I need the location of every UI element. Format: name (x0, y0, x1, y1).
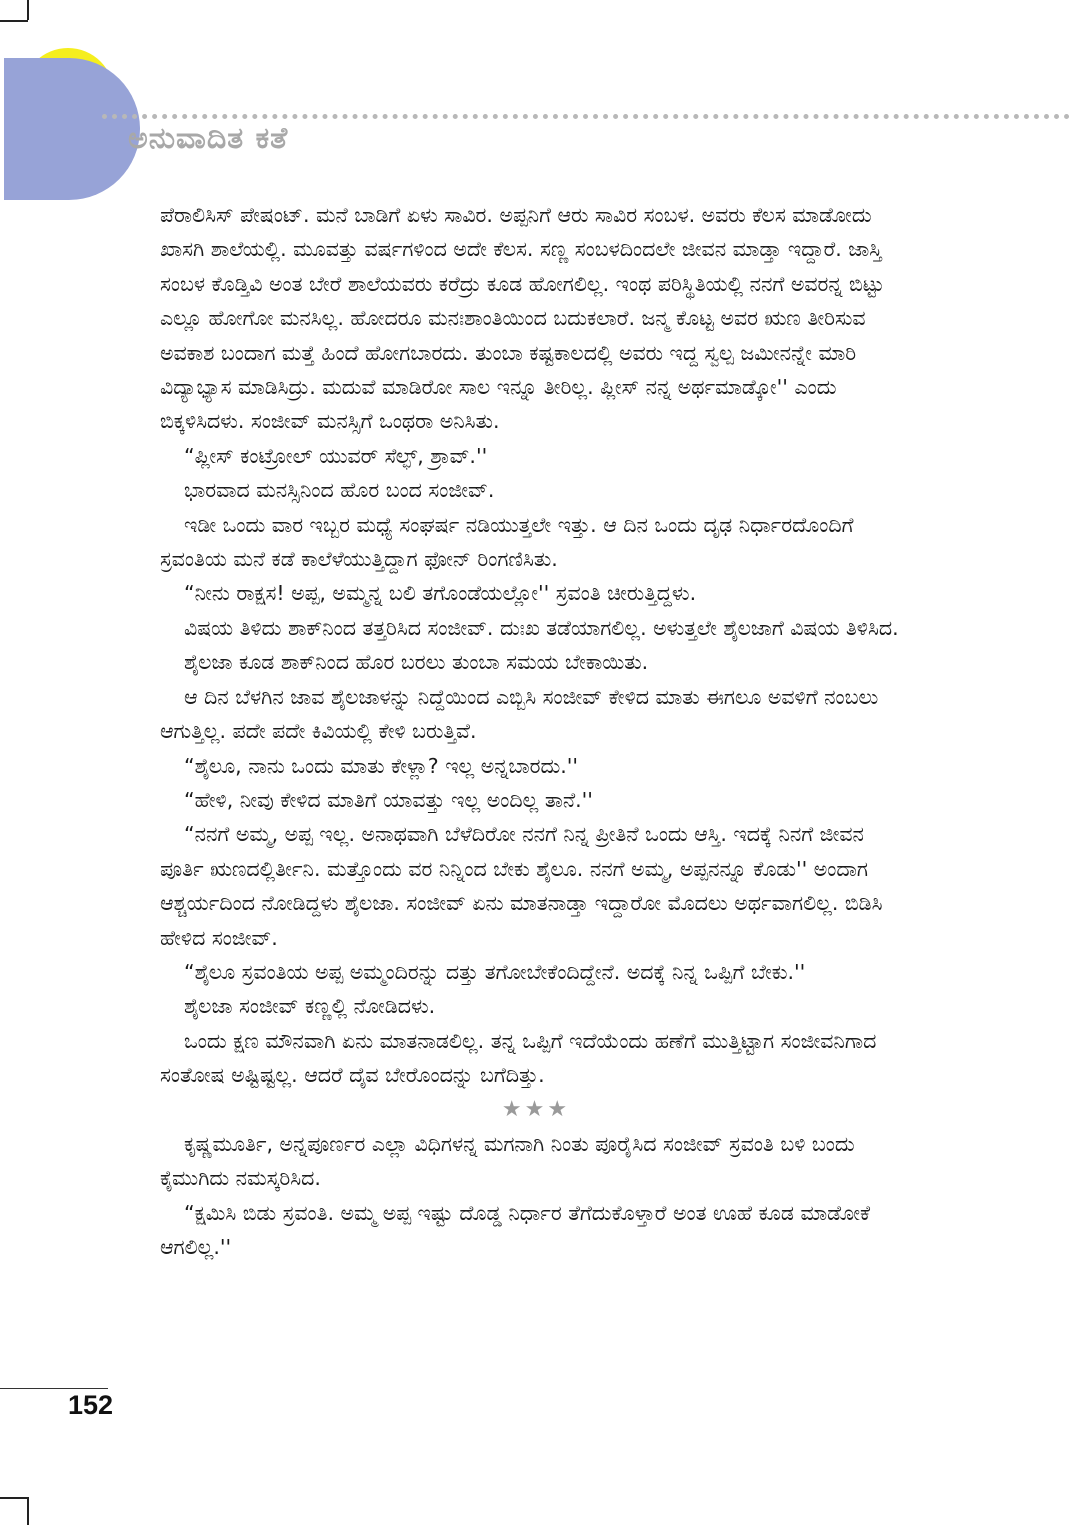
paragraph: “ಹೇಳಿ, ನೀವು ಕೇಳಿದ ಮಾತಿಗೆ ಯಾವತ್ತು ಇಲ್ಲ ಅಂದಿಲ್ಲ ತಾನೆ.'' (184, 787, 593, 812)
crop-mark-bottom-horizontal (0, 1497, 28, 1499)
paragraph: “ಶೈಲೂ, ನಾನು ಒಂದು ಮಾತು ಕೇಳ್ಲಾ? ಇಲ್ಲ ಅನ್ನಬಾರದು.'' (184, 753, 579, 778)
crop-mark-top-vertical (27, 0, 29, 20)
paragraph: ಶೈಲಜಾ ಸಂಜೀವ್ ಕಣ್ಣಲ್ಲಿ ನೋಡಿದಳು. (184, 994, 436, 1019)
paragraph: ಶೈಲಜಾ ಕೂಡ ಶಾಕ್‌ನಿಂದ ಹೊರ ಬರಲು ತುಂಬಾ ಸಮಯ ಬೇಕಾಯಿತು. (184, 650, 649, 675)
paragraph: “ನನಗೆ ಅಮ್ಮ, ಅಪ್ಪ ಇಲ್ಲ. ಅನಾಥವಾಗಿ ಬೆಳೆದಿರೋ ನನಗೆ ನಿನ್ನ ಪ್ರೀತಿನೆ ಒಂದು ಆಸ್ತಿ. ಇದಕ್ಕೆ ನಿನಗೆ ಜೀವನ ಪೂರ್ತಿ ಋಣದಲ್ಲಿರ್ತೀನಿ. ಮತ್ತೊಂದು ವರ ನಿನ್ನಿಂದ ಬೇಕು ಶೈಲೂ. ನನಗೆ ಅಮ್ಮ, ಅಪ್ಪನನ್ನೂ ಕೊಡು'' ಅಂದಾಗ ಆಶ್ಚರ್ಯದಿಂದ ನೋಡಿದ್ದಳು ಶೈಲಜಾ. ಸಂಜೀವ್ ಏನು ಮಾತನಾಡ್ತಾ ಇದ್ದಾರೋ ಮೊದಲು ಅರ್ಥವಾಗಲಿಲ್ಲ. ಬಿಡಿಸಿ ಹೇಳಿದ ಸಂಜೀವ್. (160, 822, 883, 950)
paragraph: “ಕ್ಷಮಿಸಿ ಬಿಡು ಸ್ರವಂತಿ. ಅಮ್ಮ ಅಪ್ಪ ಇಷ್ಟು ದೊಡ್ಡ ನಿರ್ಧಾರ ತೆಗೆದುಕೊಳ್ತಾರೆ ಅಂತ ಊಹೆ ಕೂಡ ಮಾಡೋಕೆ ಆಗಲಿಲ್ಲ.'' (160, 1200, 871, 1260)
paragraph: “ಪ್ಲೀಸ್ ಕಂಟ್ರೋಲ್ ಯುವರ್ ಸೆಲ್ಫ್, ಶ್ರಾವ್.'' (184, 443, 488, 468)
crop-mark-bottom-vertical (27, 1497, 29, 1525)
paragraph: “ಶೈಲೂ ಸ್ರವಂತಿಯ ಅಪ್ಪ ಅಮ್ಮಂದಿರನ್ನು ದತ್ತು ತಗೋಬೇಕೆಂದಿದ್ದೇನೆ. ಅದಕ್ಕೆ ನಿನ್ನ ಒಪ್ಪಿಗೆ ಬೇಕು.'' (184, 959, 806, 984)
dotted-divider (102, 114, 1070, 119)
paragraph: ಆ ದಿನ ಬೆಳಗಿನ ಜಾವ ಶೈಲಜಾಳನ್ನು ನಿದ್ದೆಯಿಂದ ಎಬ್ಬಿಸಿ ಸಂಜೀವ್ ಕೇಳಿದ ಮಾತು ಈಗಲೂ ಅವಳಿಗೆ ನಂಬಲು ಆಗುತ್ತಿಲ್ಲ. ಪದೇ ಪದೇ ಕಿವಿಯಲ್ಲಿ ಕೇಳಿ ಬರುತ್ತಿವೆ. (160, 684, 879, 744)
blue-half-circle-decoration (4, 58, 140, 200)
paragraph: ಒಂದು ಕ್ಷಣ ಮೌನವಾಗಿ ಏನು ಮಾತನಾಡಲಿಲ್ಲ. ತನ್ನ ಒಪ್ಪಿಗೆ ಇದೆಯೆಂದು ಹಣೆಗೆ ಮುತ್ತಿಟ್ಟಾಗ ಸಂಜೀವನಿಗಾದ ಸಂತೋಷ ಅಷ್ಟಿಷ್ಟಲ್ಲ. ಆದರೆ ದೈವ ಬೇರೊಂದನ್ನು ಬಗೆದಿತ್ತು. (160, 1028, 877, 1088)
page-number-rule (0, 1388, 108, 1389)
paragraph: “ನೀನು ರಾಕ್ಷಸ! ಅಪ್ಪ, ಅಮ್ಮನ್ನ ಬಲಿ ತಗೊಂಡೆಯಲ್ಲೋ'' ಸ್ರವಂತಿ ಚೀರುತ್ತಿದ್ದಳು. (184, 581, 697, 606)
crop-mark-top-horizontal (0, 20, 28, 22)
page-number: 152 (68, 1390, 114, 1420)
paragraph: ಭಾರವಾದ ಮನಸ್ಸಿನಿಂದ ಹೊರ ಬಂದ ಸಂಜೀವ್. (184, 478, 495, 503)
paragraph: ಪೆರಾಲಿಸಿಸ್ ಪೇಷಂಟ್. ಮನೆ ಬಾಡಿಗೆ ಏಳು ಸಾವಿರ. ಅಪ್ಪನಿಗೆ ಆರು ಸಾವಿರ ಸಂಬಳ. ಅವರು ಕೆಲಸ ಮಾಡೋದು ಖಾಸಗಿ ಶಾಲೆಯಲ್ಲಿ. ಮೂವತ್ತು ವರ್ಷಗಳಿಂದ ಅದೇ ಕೆಲಸ. ಸಣ್ಣ ಸಂಬಳದಿಂದಲೇ ಜೀವನ ಮಾಡ್ತಾ ಇದ್ದಾರೆ. ಜಾಸ್ತಿ ಸಂಬಳ ಕೊಡ್ತಿವಿ ಅಂತ ಬೇರೆ ಶಾಲೆಯವರು ಕರೆದ್ರು ಕೂಡ ಹೋಗಲಿಲ್ಲ. ಇಂಥ ಪರಿಸ್ಥಿತಿಯಲ್ಲಿ ನನಗೆ ಅವರನ್ನ ಬಿಟ್ಟು ಎಲ್ಲೂ ಹೋಗೋ ಮನಸಿಲ್ಲ. ಹೋದರೂ ಮನಃಶಾಂತಿಯಿಂದ ಬದುಕಲಾರೆ. ಜನ್ಮ ಕೊಟ್ಟ ಅವರ ಋಣ ತೀರಿಸುವ ಅವಕಾಶ ಬಂದಾಗ ಮತ್ತೆ ಹಿಂದೆ ಹೋಗಬಾರದು. ತುಂಬಾ ಕಷ್ಟಕಾಲದಲ್ಲಿ ಅವರು ಇದ್ದ ಸ್ವಲ್ಪ ಜಮೀನನ್ನೇ ಮಾರಿ ವಿದ್ಯಾಭ್ಯಾಸ ಮಾಡಿಸಿದ್ರು. ಮದುವೆ ಮಾಡಿರೋ ಸಾಲ ಇನ್ನೂ ತೀರಿಲ್ಲ. ಪ್ಲೀಸ್ ನನ್ನ ಅರ್ಥಮಾಡ್ಕೋ'' ಎಂದು ಬಿಕ್ಕಳಿಸಿದಳು. ಸಂಜೀವ್ ಮನಸ್ಸಿಗೆ ಒಂಥರಾ ಅನಿಸಿತು. (160, 203, 885, 434)
section-separator-stars: ★★★ (501, 1096, 571, 1122)
paragraph: ಕೃಷ್ಣಮೂರ್ತಿ, ಅನ್ನಪೂರ್ಣರ ಎಲ್ಲಾ ವಿಧಿಗಳನ್ನ ಮಗನಾಗಿ ನಿಂತು ಪೂರೈಸಿದ ಸಂಜೀವ್ ಸ್ರವಂತಿ ಬಳಿ ಬಂದು ಕೈಮುಗಿದು ನಮಸ್ಕರಿಸಿದ. (160, 1131, 855, 1191)
section-title: ಅನುವಾದಿತ ಕತೆ (128, 121, 289, 156)
paragraph: ವಿಷಯ ತಿಳಿದು ಶಾಕ್‌ನಿಂದ ತತ್ತರಿಸಿದ ಸಂಜೀವ್. ದುಃಖ ತಡೆಯಾಗಲಿಲ್ಲ. ಅಳುತ್ತಲೇ ಶೈಲಜಾಗೆ ವಿಷಯ ತಿಳಿಸಿದ. (184, 615, 899, 640)
paragraph: ಇಡೀ ಒಂದು ವಾರ ಇಬ್ಬರ ಮಧ್ಯೆ ಸಂಘರ್ಷ ನಡಿಯುತ್ತಲೇ ಇತ್ತು. ಆ ದಿನ ಒಂದು ದೃಢ ನಿರ್ಧಾರದೊಂದಿಗೆ ಸ್ರವಂತಿಯ ಮನೆ ಕಡೆ ಕಾಲೆಳೆಯುತ್ತಿದ್ದಾಗ ಫೋನ್ ರಿಂಗಣಿಸಿತು. (160, 512, 854, 572)
story-body (160, 198, 912, 1265)
